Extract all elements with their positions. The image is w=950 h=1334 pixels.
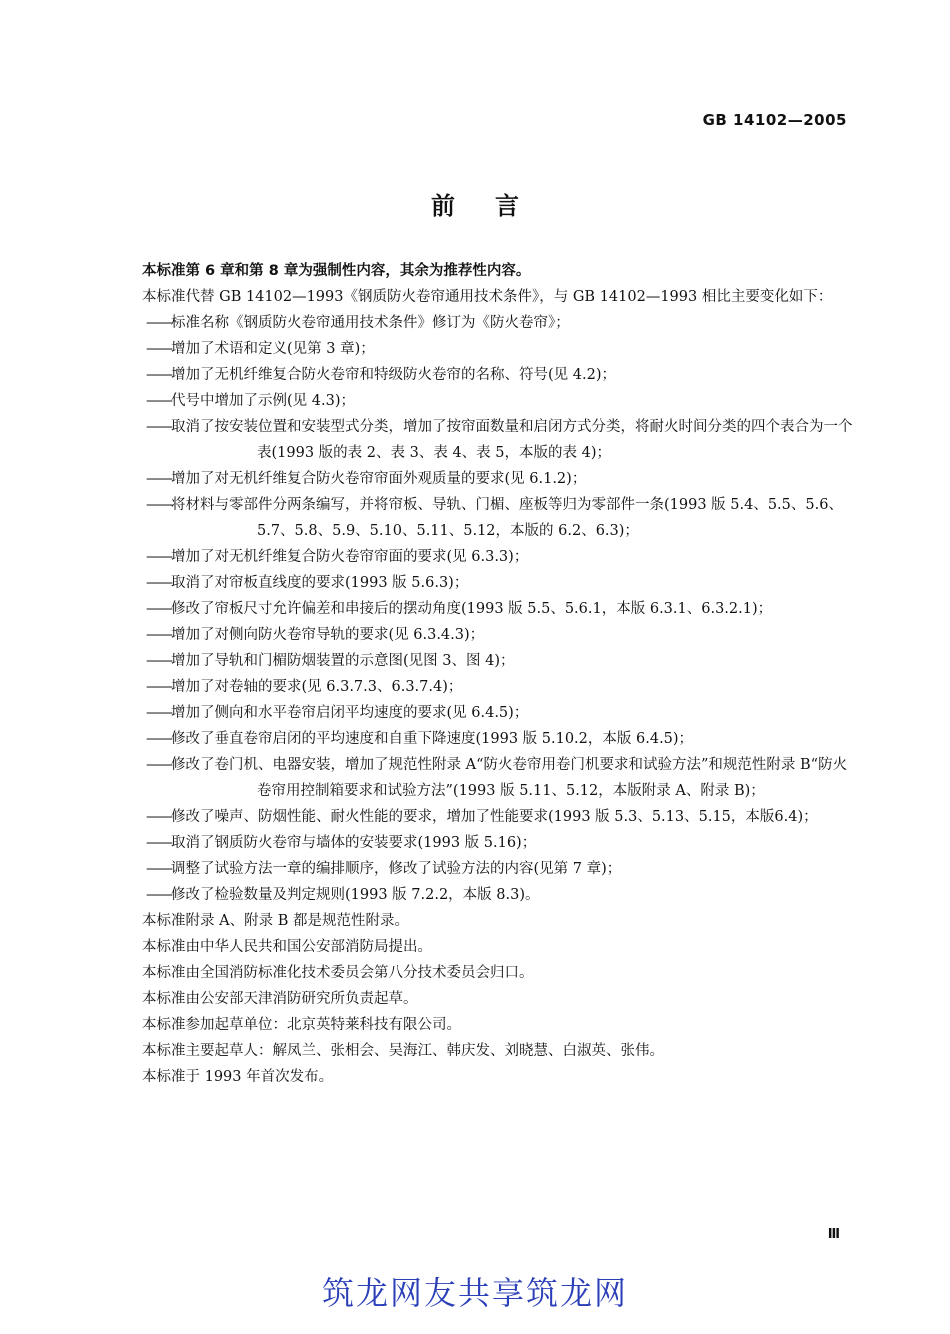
change-text: 修改了卷门机、电器安装，增加了规范性附录 A“防火卷帘用卷门机要求和试验方法”和规范性附录 B“防火卷帘用控制箱要求和试验方法”(1993 版 5.11、5.12，本版附录 A、附录 B)； (171, 757, 848, 799)
closing-paragraph: 本标准由全国消防标准化技术委员会第八分技术委员会归口。 (142, 965, 534, 981)
change-text: 代号中增加了示例(见 4.3)； (171, 393, 355, 409)
change-item (113, 544, 853, 570)
closing-paragraph: 本标准主要起草人：解凤兰、张相会、吴海江、韩庆发、刘晓慧、白淑英、张伟。 (142, 1043, 664, 1059)
change-item (113, 830, 853, 856)
change-text: 修改了检验数量及判定规则(1993 版 7.2.2，本版 8.3)。 (171, 887, 540, 903)
change-item (113, 700, 853, 726)
change-text: 增加了对卷轴的要求(见 6.3.7.3、6.3.7.4)； (171, 679, 463, 695)
dash-marker: —— (146, 757, 171, 773)
change-item (113, 388, 853, 414)
changes-list (113, 310, 853, 908)
closing-list (113, 908, 853, 1090)
dash-marker: —— (146, 549, 171, 565)
change-text: 增加了侧向和水平卷帘启闭平均速度的要求(见 6.4.5)； (171, 705, 529, 721)
change-item (113, 622, 853, 648)
change-text: 增加了对侧向防火卷帘导轨的要求(见 6.3.4.3)； (171, 627, 485, 643)
change-text: 修改了垂直卷帘启闭的平均速度和自重下降速度(1993 版 5.10.2，本版 6.4.5)； (171, 731, 694, 747)
change-item (113, 856, 853, 882)
dash-marker: —— (146, 393, 171, 409)
change-item (113, 570, 853, 596)
change-text: 调整了试验方法一章的编排顺序，修改了试验方法的内容(见第 7 章)； (171, 861, 622, 877)
dash-marker: —— (146, 419, 171, 435)
dash-marker: —— (146, 887, 171, 903)
closing-paragraph: 本标准参加起草单位：北京英特莱科技有限公司。 (142, 1017, 461, 1033)
change-text: 增加了对无机纤维复合防火卷帘帘面外观质量的要求(见 6.1.2)； (171, 471, 587, 487)
dash-marker: —— (146, 367, 171, 383)
dash-marker: —— (146, 705, 171, 721)
change-item (113, 310, 853, 336)
closing-paragraph: 本标准于 1993 年首次发布。 (142, 1069, 334, 1085)
dash-marker: —— (146, 627, 171, 643)
change-item (113, 674, 853, 700)
dash-marker: —— (146, 835, 171, 851)
change-text: 取消了钢质防火卷帘与墙体的安装要求(1993 版 5.16)； (171, 835, 537, 851)
change-text: 增加了导轨和门楣防烟装置的示意图(见图 3、图 4)； (171, 653, 515, 669)
closing-paragraph: 本标准由公安部天津消防研究所负责起草。 (142, 991, 418, 1007)
standard-code: GB 14102—2005 (702, 111, 847, 129)
dash-marker: —— (146, 497, 171, 513)
change-text: 修改了帘板尺寸允许偏差和串接后的摆动角度(1993 版 5.5、5.6.1，本版 6.3.1、6.3.2.1)； (171, 601, 773, 617)
closing-paragraph: 本标准由中华人民共和国公安部消防局提出。 (142, 939, 432, 955)
change-item (113, 882, 853, 908)
dash-marker: —— (146, 575, 171, 591)
page-number: Ⅲ (827, 1227, 840, 1242)
change-item (113, 336, 853, 362)
change-text: 取消了对帘板直线度的要求(1993 版 5.6.3)； (171, 575, 469, 591)
dash-marker: —— (146, 601, 171, 617)
dash-marker: —— (146, 341, 171, 357)
mandatory-paragraph: 本标准第 6 章和第 8 章为强制性内容，其余为推荐性内容。 (142, 263, 531, 279)
change-text: 增加了无机纤维复合防火卷帘和特级防火卷帘的名称、符号(见 4.2)； (171, 367, 616, 383)
dash-marker: —— (146, 809, 171, 825)
watermark: 筑龙网友共享筑龙网 (321, 1274, 628, 1312)
dash-marker: —— (146, 679, 171, 695)
dash-marker: —— (146, 315, 171, 331)
change-item (113, 362, 853, 388)
change-text: 将材料与零部件分两条编写，并将帘板、导轨、门楣、座板等归为零部件一条(1993 版 5.4、5.5、5.6、5.7、5.8、5.9、5.10、5.11、5.12，本版的 6.2、6.3)； (171, 497, 843, 539)
change-text: 标准名称《钢质防火卷帘通用技术条件》修订为《防火卷帘》； (171, 315, 570, 331)
change-text: 取消了按安装位置和安装型式分类，增加了按帘面数量和启闭方式分类，将耐火时间分类的四个表合为一个表(1993 版的表 2、表 3、表 4、表 5，本版的表 4)； (171, 419, 853, 461)
change-text: 增加了对无机纤维复合防火卷帘帘面的要求(见 6.3.3)； (171, 549, 529, 565)
closing-paragraph: 本标准附录 A、附录 B 都是规范性附录。 (142, 913, 409, 929)
change-item (113, 492, 853, 544)
replace-intro-paragraph: 本标准代替 GB 14102—1993《钢质防火卷帘通用技术条件》，与 GB 14102—1993 相比主要变化如下： (142, 289, 833, 305)
change-item (113, 726, 853, 752)
document-body (113, 258, 853, 1090)
page-title: 前言 (431, 192, 559, 220)
change-item (113, 596, 853, 622)
change-item (113, 752, 853, 804)
change-item (113, 648, 853, 674)
change-item (113, 414, 853, 466)
dash-marker: —— (146, 731, 171, 747)
change-text: 修改了噪声、防烟性能、耐火性能的要求，增加了性能要求(1993 版 5.3、5.13、5.15，本版6.4)； (171, 809, 818, 825)
dash-marker: —— (146, 471, 171, 487)
change-item (113, 804, 853, 830)
dash-marker: —— (146, 653, 171, 669)
dash-marker: —— (146, 861, 171, 877)
change-text: 增加了术语和定义(见第 3 章)； (171, 341, 375, 357)
change-item (113, 466, 853, 492)
